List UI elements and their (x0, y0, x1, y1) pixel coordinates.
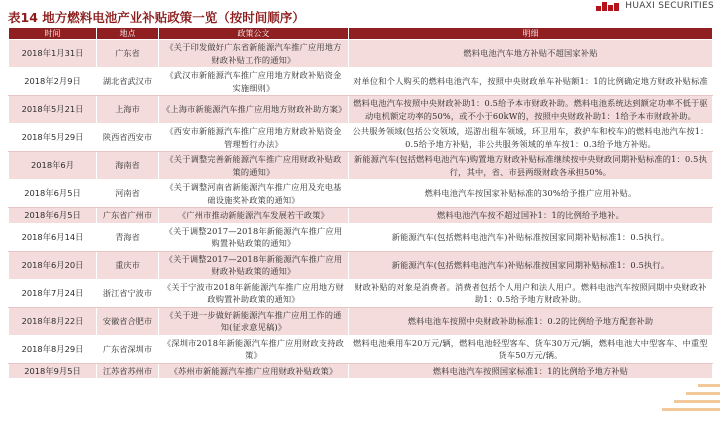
decorative-stripes (662, 376, 720, 428)
cell-date: 2018年8月22日 (9, 307, 97, 335)
table-row (9, 40, 713, 68)
cell-policy: 《广州市推动新能源汽车发展若干政策》 (159, 208, 349, 224)
cell-date: 2018年6月20日 (9, 251, 97, 279)
cell-detail: 燃料电池汽车按照国家标准1：1的比例给予地方补贴 (349, 363, 713, 379)
column-header-time: 时间 (9, 28, 97, 40)
table-row (9, 251, 713, 279)
table-row (9, 279, 713, 307)
cell-policy: 《上海市新能源汽车推广应用地方财政补助方案》 (159, 96, 349, 124)
cell-policy: 《武汉市新能源汽车推广应用地方财政补贴资金实施细则》 (159, 68, 349, 96)
cell-detail: 新能源汽车(包括燃料电池汽车)购置地方财政补贴标准继续按中央财政同期补贴标准的1：0.5执行，其中，省、市县两级财政各承担50%。 (349, 152, 713, 180)
cell-detail: 燃料电池车按照中央财政补助标准1：0.2的比例给予地方配套补助 (349, 307, 713, 335)
cell-date: 2018年5月29日 (9, 124, 97, 152)
cell-detail: 对单位和个人购买的燃料电池汽车，按照中央财政单车补贴额1：1的比例确定地方财政补贴标准 (349, 68, 713, 96)
cell-date: 2018年9月5日 (9, 363, 97, 379)
column-header-policy: 政策公文 (159, 28, 349, 40)
cell-detail: 燃料电池汽车按国家补贴标准的30%给予推广应用补贴。 (349, 180, 713, 208)
table-row (9, 124, 713, 152)
cell-date: 2018年8月29日 (9, 335, 97, 363)
table-row (9, 307, 713, 335)
table-row (9, 152, 713, 180)
cell-date: 2018年7月24日 (9, 279, 97, 307)
cell-date: 2018年6月5日 (9, 180, 97, 208)
cell-place: 重庆市 (97, 251, 159, 279)
cell-date: 2018年6月5日 (9, 208, 97, 224)
cell-place: 广东省 (97, 40, 159, 68)
table-body (9, 40, 713, 379)
cell-place: 江苏省苏州市 (97, 363, 159, 379)
cell-place: 湖北省武汉市 (97, 68, 159, 96)
cell-detail: 新能源汽车(包括燃料电池汽车)补贴标准按国家同期补贴标准1：0.5执行。 (349, 251, 713, 279)
brand-name: HUAXI SECURITIES (625, 1, 714, 11)
cell-place: 广东省广州市 (97, 208, 159, 224)
cell-detail: 公共服务领域(包括公交领域，巡游出租车领域，环卫用车，救护车和校车)的燃料电池汽车按1：0.5给予地方补贴，非公共服务领域的单车按1：0.3给予地方补贴。 (349, 124, 713, 152)
policy-table-container (8, 27, 712, 379)
cell-detail: 燃料电池汽车地方补贴不超国家补贴 (349, 40, 713, 68)
cell-policy: 《关于调整2017—2018年新能源汽车推广应用财政补贴政策的通知》 (159, 251, 349, 279)
cell-policy: 《苏州市新能源汽车推广应用财政补贴政策》 (159, 363, 349, 379)
cell-policy: 《关于进一步做好新能源汽车推广应用工作的通知(征求意见稿)》 (159, 307, 349, 335)
cell-date: 2018年6月 (9, 152, 97, 180)
cell-date: 2018年1月31日 (9, 40, 97, 68)
huaxi-logo-icon (596, 2, 619, 11)
table-row (9, 363, 713, 379)
cell-policy: 《关于调整完善新能源汽车推广应用财政补贴政策的通知》 (159, 152, 349, 180)
cell-detail: 燃料电池乘用车20万元/辆，燃料电池轻型客车、货车30万元/辆，燃料电池大中型客车、中重型货车50万元/辆。 (349, 335, 713, 363)
table-row (9, 335, 713, 363)
cell-detail: 燃料电池汽车按照中央财政补助1：0.5给予本市财政补助。燃料电池系统达到额定功率不低于驱动电机额定功率的50%，或不小于60kW的，按照中央财政补助1：1给予本市财政补助。 (349, 96, 713, 124)
cell-policy: 《关于调整2017—2018年新能源汽车推广应用购置补贴政策的通知》 (159, 223, 349, 251)
table-title: 表14 地方燃料电池产业补贴政策一览（按时间顺序） (8, 10, 305, 25)
table-header-row (9, 28, 713, 40)
cell-policy: 《深圳市2018年新能源汽车推广应用财政支持政策》 (159, 335, 349, 363)
cell-detail: 财政补贴的对象是消费者。消费者包括个人用户和法人用户。燃料电池汽车按照同期中央财政补助1：0.5给予地方财政补助。 (349, 279, 713, 307)
cell-place: 青海省 (97, 223, 159, 251)
table-row (9, 223, 713, 251)
policy-table (8, 27, 713, 379)
cell-place: 上海市 (97, 96, 159, 124)
cell-detail: 新能源汽车(包括燃料电池汽车)补贴标准按国家同期补贴标准1：0.5执行。 (349, 223, 713, 251)
cell-date: 2018年2月9日 (9, 68, 97, 96)
table-row (9, 208, 713, 224)
cell-place: 安徽省合肥市 (97, 307, 159, 335)
brand (596, 0, 714, 12)
cell-policy: 《关于印发做好广东省新能源汽车推广应用地方财政补贴工作的通知》 (159, 40, 349, 68)
cell-place: 河南省 (97, 180, 159, 208)
cell-place: 浙江省宁波市 (97, 279, 159, 307)
table-row (9, 180, 713, 208)
cell-date: 2018年5月21日 (9, 96, 97, 124)
cell-place: 广东省深圳市 (97, 335, 159, 363)
cell-policy: 《关于宁波市2018年新能源汽车推广应用地方财政购置补助政策的通知》 (159, 279, 349, 307)
cell-place: 海南省 (97, 152, 159, 180)
table-row (9, 68, 713, 96)
cell-date: 2018年6月14日 (9, 223, 97, 251)
cell-detail: 燃料电池汽车按不超过国补1：1的比例给予地补。 (349, 208, 713, 224)
page-header (0, 0, 720, 26)
column-header-detail: 明细 (349, 28, 713, 40)
column-header-place: 地点 (97, 28, 159, 40)
cell-policy: 《关于调整河南省新能源汽车推广应用及充电基础设施奖补政策的通知》 (159, 180, 349, 208)
cell-place: 陕西省西安市 (97, 124, 159, 152)
table-row (9, 96, 713, 124)
cell-policy: 《西安市新能源汽车推广应用地方财政补贴资金管理暂行办法》 (159, 124, 349, 152)
